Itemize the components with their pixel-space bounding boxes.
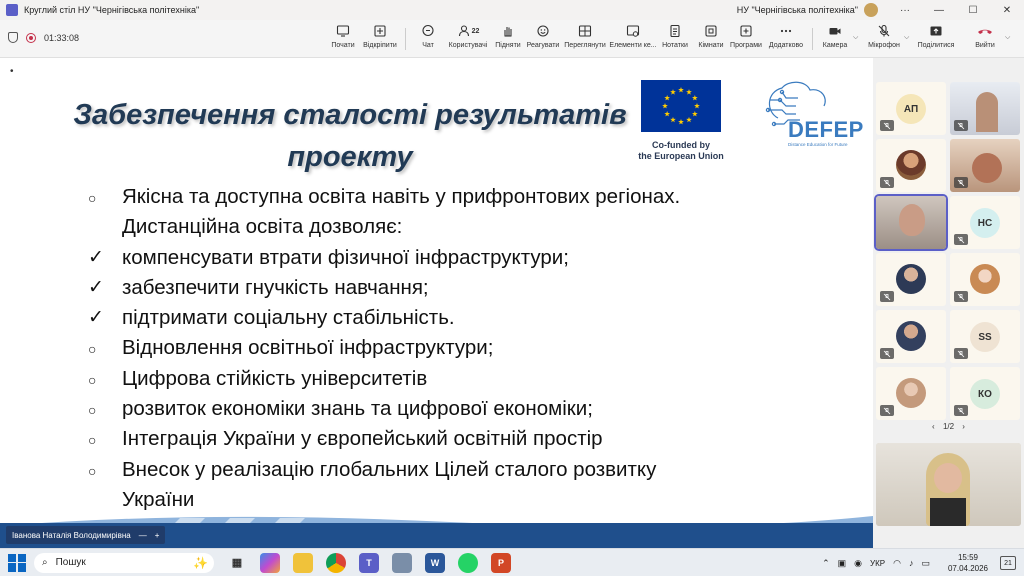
file-explorer-icon[interactable] <box>293 553 313 573</box>
leave-options-chevron-icon[interactable]: ⌵ <box>1005 34 1011 41</box>
gallery-pager <box>873 422 1024 431</box>
mic-muted-icon <box>954 291 968 302</box>
participant-tile[interactable] <box>950 82 1020 135</box>
shield-icon[interactable] <box>8 32 18 43</box>
react-button[interactable]: Реагувати <box>526 24 560 54</box>
participant-avatar <box>896 150 926 180</box>
apps-icon <box>739 24 753 38</box>
mic-muted-icon <box>954 405 968 416</box>
teams-app-icon <box>6 4 18 16</box>
eu-star <box>686 89 692 94</box>
rooms-icon <box>704 24 718 38</box>
camera-button[interactable]: Камера <box>820 24 850 54</box>
windows-taskbar <box>0 548 1024 576</box>
eu-flag-logo <box>641 80 721 132</box>
participant-tile[interactable] <box>876 82 946 135</box>
mic-options-chevron-icon[interactable]: ⌵ <box>904 34 910 41</box>
plus-icon[interactable]: + <box>154 530 160 540</box>
clock-date: 07.04.2026 <box>947 564 988 573</box>
mic-muted-icon <box>880 348 894 359</box>
phone-hangup-icon <box>975 24 995 38</box>
eu-star <box>686 117 692 122</box>
participant-initials: АП <box>896 94 926 124</box>
self-view-face <box>934 463 962 493</box>
minimize-button[interactable]: — <box>934 4 944 16</box>
more-icon <box>779 24 793 38</box>
toolbar-divider <box>812 28 813 50</box>
input-language[interactable]: УКР <box>870 558 886 568</box>
clock-time: 15:59 <box>957 553 978 562</box>
chevron-up-icon[interactable]: ⌃ <box>822 557 830 568</box>
list-item: Дистанційна освіта дозволяє: <box>122 215 403 239</box>
camera-in-use-icon[interactable]: ▣ <box>837 557 847 568</box>
presenter-name-tag: Іванова Наталія Володимирівна — + <box>6 526 165 544</box>
camera-options-chevron-icon[interactable]: ⌵ <box>853 34 859 41</box>
list-item: ○ Інтеграція України у європейський освітній простір <box>88 424 828 454</box>
checkmark-icon: ✓ <box>88 307 104 329</box>
participants-gallery <box>873 58 1024 548</box>
participant-tile[interactable] <box>950 139 1020 192</box>
mic-muted-icon <box>880 405 894 416</box>
search-icon: ⌕ <box>42 557 48 568</box>
list-item: ○ Якісна та доступна освіта навіть у прифронтових регіонах. <box>88 182 828 212</box>
more-button[interactable]: Додатково <box>768 24 804 54</box>
participant-initials: SS <box>970 322 1000 352</box>
eu-star <box>670 89 676 94</box>
notes-button[interactable]: Нотатки <box>661 24 689 54</box>
list-item: ✓ забезпечити гнучкість навчання; <box>88 273 828 303</box>
participant-avatar <box>896 264 926 294</box>
meeting-status <box>8 32 79 43</box>
page-indicator: 1/2 <box>942 422 955 431</box>
participant-tile[interactable] <box>876 367 946 420</box>
chat-icon <box>421 24 435 38</box>
minus-icon[interactable]: — <box>138 530 147 540</box>
chat-button[interactable]: Чат <box>418 24 438 54</box>
circle-bullet-icon: ○ <box>88 371 97 388</box>
eu-star <box>662 103 668 108</box>
whatsapp-icon[interactable] <box>458 553 478 573</box>
notifications-icon[interactable]: 21 <box>1000 556 1016 570</box>
participant-figure <box>899 204 925 236</box>
participant-tile[interactable] <box>876 253 946 306</box>
mic-muted-icon <box>880 291 894 302</box>
controls-icon <box>626 24 640 38</box>
eu-cofunded-caption: Co-funded by the European Union <box>638 140 724 161</box>
checkmark-icon: ✓ <box>88 276 104 298</box>
participant-avatar <box>970 264 1000 294</box>
raise-hand-button[interactable]: Підняти <box>495 24 521 54</box>
circle-bullet-icon: ○ <box>88 402 97 419</box>
windows-start-icon[interactable] <box>8 554 26 572</box>
circle-bullet-icon: ○ <box>88 432 97 449</box>
participant-avatar <box>896 378 926 408</box>
notes-icon <box>668 24 682 38</box>
eu-star <box>694 103 700 108</box>
search-highlight-icon: ✨ <box>193 555 208 570</box>
chevron-right-icon[interactable]: › <box>962 422 965 431</box>
slide-bullet-list <box>88 182 828 515</box>
participant-tile[interactable] <box>950 253 1020 306</box>
list-item: ○ Відновлення освітньої інфраструктури; <box>88 333 828 363</box>
participant-figure <box>976 92 998 132</box>
taskbar-clock[interactable] <box>948 552 988 574</box>
teams-taskbar-icon[interactable]: T <box>359 553 379 573</box>
raise-hand-icon <box>501 24 515 38</box>
mic-muted-icon <box>880 120 894 131</box>
list-item: ○ Цифрова стійкість університетів <box>88 364 828 394</box>
slide-dot: • <box>10 66 14 77</box>
participant-tile[interactable] <box>876 310 946 363</box>
share-screen-button[interactable]: Почати <box>328 24 358 54</box>
eu-star <box>692 111 698 116</box>
mic-muted-icon <box>954 348 968 359</box>
close-button[interactable]: ✕ <box>1002 4 1012 16</box>
eu-star <box>692 95 698 100</box>
list-item: ○ розвиток економіки знань та цифрової економіки; <box>88 394 828 424</box>
maximize-button[interactable]: ☐ <box>968 4 978 16</box>
meeting-timer: 01:33:08 <box>44 32 80 43</box>
chevron-left-icon[interactable]: ‹ <box>932 422 935 431</box>
slide-title: Забезпечення сталості результатів проекту <box>73 99 627 173</box>
share-icon <box>929 24 943 38</box>
camera-icon <box>828 24 842 38</box>
participant-initials: НС <box>970 208 1000 238</box>
view-icon <box>578 24 592 38</box>
view-button[interactable]: Переглянути <box>564 24 606 54</box>
participant-figure <box>972 153 1002 183</box>
more-options-icon[interactable]: ··· <box>900 4 910 16</box>
meeting-toolbar <box>0 20 1024 58</box>
volume-icon[interactable]: ♪ <box>908 558 914 568</box>
rooms-button[interactable]: Кімнати <box>696 24 726 54</box>
organization-name[interactable]: НУ "Чернігівська політехніка" <box>736 5 858 15</box>
mic-muted-icon <box>954 177 968 188</box>
eu-star <box>678 119 684 124</box>
taskbar-search[interactable] <box>34 553 214 573</box>
participant-tile[interactable] <box>950 196 1020 249</box>
search-placeholder: Пошук <box>55 557 86 568</box>
participant-tile[interactable] <box>950 367 1020 420</box>
app-taskbar-icon[interactable] <box>392 553 412 573</box>
copilot-icon[interactable] <box>260 553 280 573</box>
mic-in-use-icon[interactable]: ◉ <box>854 557 862 568</box>
window-title: Круглий стіл НУ "Чернігівська політехніка" <box>24 5 200 15</box>
leave-button[interactable]: Вийти <box>968 24 1002 54</box>
people-icon <box>453 24 483 38</box>
word-icon[interactable]: W <box>425 553 445 573</box>
unpin-icon <box>373 24 387 38</box>
account-avatar[interactable] <box>864 3 878 17</box>
apps-button[interactable]: Програми <box>729 24 763 54</box>
system-tray <box>822 549 1024 576</box>
mic-off-icon <box>877 24 891 38</box>
participant-avatar <box>896 321 926 351</box>
chrome-icon[interactable] <box>326 553 346 573</box>
eu-star <box>670 117 676 122</box>
mic-muted-icon <box>954 120 968 131</box>
participant-tile[interactable] <box>950 310 1020 363</box>
circle-bullet-icon: ○ <box>88 190 97 206</box>
share-button[interactable]: Поділитися <box>917 24 955 54</box>
mic-muted-icon <box>880 177 894 188</box>
powerpoint-icon[interactable]: P <box>491 553 511 573</box>
react-icon <box>536 24 550 38</box>
people-button[interactable]: 22 Користувачі <box>447 24 489 54</box>
self-view-video[interactable] <box>876 443 1021 526</box>
defep-logo-subtitle: Distance Education for Future <box>788 142 848 147</box>
participant-tile-speaking[interactable] <box>876 196 946 249</box>
toolbar-divider <box>405 28 406 50</box>
circle-bullet-icon: ○ <box>88 341 97 358</box>
list-item: ✓ компенсувати втрати фізичної інфраструктури; <box>88 243 828 273</box>
participant-count: 22 <box>471 27 480 35</box>
controls-button[interactable]: Елементи ке... <box>610 24 656 54</box>
list-item: України <box>122 487 195 511</box>
unpin-button[interactable]: Відкріпити <box>362 24 398 54</box>
list-item: ○ Внесок у реалізацію глобальних Цілей сталого розвитку <box>88 455 828 485</box>
eu-star <box>664 111 670 116</box>
wifi-icon[interactable]: ◠ <box>893 557 901 568</box>
title-bar <box>0 0 1024 20</box>
defep-logo-text: DEFEP <box>788 117 864 142</box>
microphone-button[interactable]: Мікрофон <box>866 24 902 54</box>
participant-tile[interactable] <box>876 139 946 192</box>
participant-initials: КО <box>970 379 1000 409</box>
eu-star <box>664 95 670 100</box>
circle-bullet-icon: ○ <box>88 462 97 479</box>
recording-icon <box>26 33 36 43</box>
shared-screen <box>0 58 873 548</box>
battery-icon[interactable]: ▭ <box>921 557 930 568</box>
list-item: ✓ підтримати соціальну стабільність. <box>88 303 828 333</box>
share-screen-icon <box>336 24 350 38</box>
eu-star <box>678 87 684 92</box>
task-view-icon[interactable]: ▦ <box>231 557 243 569</box>
mic-muted-icon <box>954 234 968 245</box>
self-view-clothing <box>930 498 966 526</box>
checkmark-icon: ✓ <box>88 246 104 268</box>
